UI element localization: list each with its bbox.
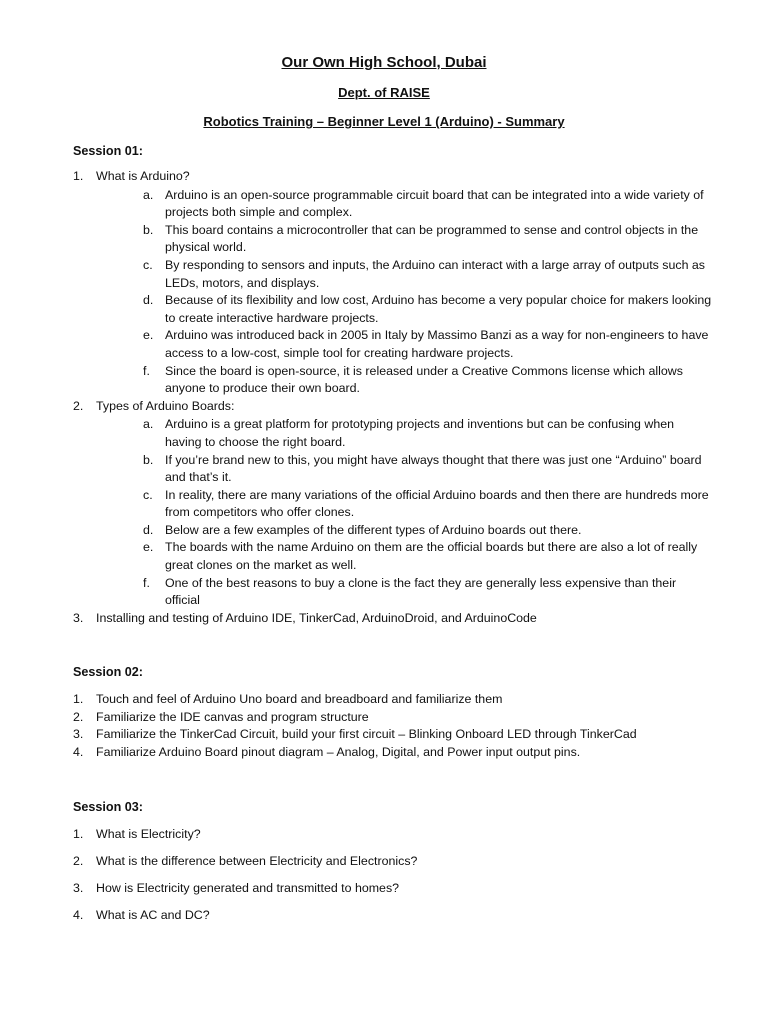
item-text: What is Electricity? [96, 827, 201, 841]
sub-item [96, 257, 713, 292]
sub-item-letter: e. [143, 540, 154, 555]
sub-item-letter: a. [143, 187, 154, 202]
item-text: How is Electricity generated and transmitted to homes? [96, 880, 400, 895]
sub-item-text: Because of its flexibility and low cost, Arduino has become a very popular choice for makers looking to create interactive hardware projects. [165, 293, 712, 325]
session-02-item [73, 709, 713, 727]
sub-item [96, 487, 713, 522]
session-03-heading: Session 03: [73, 800, 143, 814]
sub-item-text: Below are a few examples of the different types of Arduino boards out there. [165, 522, 582, 537]
sub-item [96, 522, 713, 540]
sub-item-letter: c. [143, 257, 153, 272]
item-number: 1. [73, 827, 84, 841]
item-text: Types of Arduino Boards: [96, 398, 235, 413]
item-number: 4. [73, 907, 84, 922]
session-01-item [73, 610, 713, 628]
session-02-item [73, 691, 713, 709]
sub-item-text: Since the board is open-source, it is released under a Creative Commons license which allows anyone to produce their own board. [165, 363, 683, 396]
sub-item-letter: e. [143, 328, 154, 343]
sub-item-text: Arduino is a great platform for prototyping projects and inventions but can be confusing when having to choose the right board. [165, 417, 675, 449]
sub-item-text: The boards with the name Arduino on them are the official boards but there are also a lot of really great clones on the market as well. [165, 540, 698, 573]
item-number: 3. [73, 727, 84, 742]
item-text: Familiarize the IDE canvas and program structure [96, 709, 369, 724]
item-text: Familiarize the TinkerCad Circuit, build your first circuit – Blinking Onboard LED through TinkerCad [96, 727, 637, 742]
item-number: 2. [73, 709, 84, 724]
sub-item-letter: a. [143, 417, 154, 432]
session-03-item [73, 826, 713, 844]
sub-item-text: By responding to sensors and inputs, the Arduino can interact with a large array of outputs such as LEDs, motors, and displays. [165, 257, 705, 290]
sub-item-text: One of the best reasons to buy a clone is the fact they are generally less expensive than their official [165, 575, 677, 608]
sub-item-text: If you’re brand new to this, you might have always thought that there was just one “Arduino” board and that’s it. [165, 452, 702, 485]
item-number: 4. [73, 744, 84, 759]
session-03-item [73, 853, 713, 871]
sub-item [96, 452, 713, 487]
sub-item [96, 575, 713, 610]
sub-item-letter: b. [143, 452, 154, 467]
session-01-heading: Session 01: [73, 144, 143, 158]
sub-item-text: Arduino is an open-source programmable circuit board that can be integrated into a wide variety of projects both simple and complex. [165, 187, 704, 220]
session-03-item [73, 907, 713, 925]
session-01-list [73, 168, 713, 627]
sub-list [96, 187, 713, 398]
sub-item-text: Arduino was introduced back in 2005 in Italy by Massimo Banzi as a way for non-engineers to have access to a low-cost, simple tool for creating hardware projects. [165, 328, 709, 360]
sub-item [96, 292, 713, 327]
sub-item-letter: c. [143, 487, 153, 502]
sub-list [96, 416, 713, 610]
department-title: Dept. of RAISE [338, 85, 430, 100]
item-number: 3. [73, 880, 84, 895]
session-01-item [73, 398, 713, 610]
item-number: 2. [73, 853, 84, 868]
session-01-item [73, 168, 713, 398]
item-text: What is Arduino? [96, 169, 190, 183]
session-02-list [73, 691, 713, 761]
session-02-heading: Session 02: [73, 665, 143, 679]
sub-item-letter: d. [143, 522, 154, 537]
item-text: Installing and testing of Arduino IDE, TinkerCad, ArduinoDroid, and ArduinoCode [96, 610, 537, 625]
sub-item [96, 222, 713, 257]
session-02-item [73, 726, 713, 744]
item-text: What is the difference between Electricity and Electronics? [96, 853, 418, 868]
sub-item-letter: f. [143, 575, 150, 590]
item-number: 3. [73, 610, 84, 625]
item-text: Touch and feel of Arduino Uno board and breadboard and familiarize them [96, 692, 503, 706]
sub-item-letter: f. [143, 363, 150, 378]
sub-item-text: This board contains a microcontroller that can be programmed to sense and control objects in the physical world. [165, 222, 699, 255]
document-subtitle: Robotics Training – Beginner Level 1 (Arduino) - Summary [203, 114, 565, 129]
sub-item [96, 363, 713, 398]
sub-item [96, 187, 713, 222]
sub-item-text: In reality, there are many variations of the official Arduino boards and then there are hundreds more from competitors who offer clones. [165, 487, 709, 520]
session-02-item [73, 744, 713, 762]
sub-item [96, 416, 713, 451]
school-title: Our Own High School, Dubai [281, 54, 487, 71]
sub-item-letter: d. [143, 293, 154, 308]
sub-item [96, 539, 713, 574]
item-text: Familiarize Arduino Board pinout diagram – Analog, Digital, and Power input output pins. [96, 744, 581, 759]
sub-item [96, 327, 713, 362]
session-03-list [73, 826, 713, 934]
item-number: 2. [73, 398, 84, 413]
item-number: 1. [73, 692, 84, 706]
sub-item-letter: b. [143, 222, 154, 237]
item-text: What is AC and DC? [96, 907, 210, 922]
session-03-item [73, 880, 713, 898]
item-number: 1. [73, 169, 84, 183]
